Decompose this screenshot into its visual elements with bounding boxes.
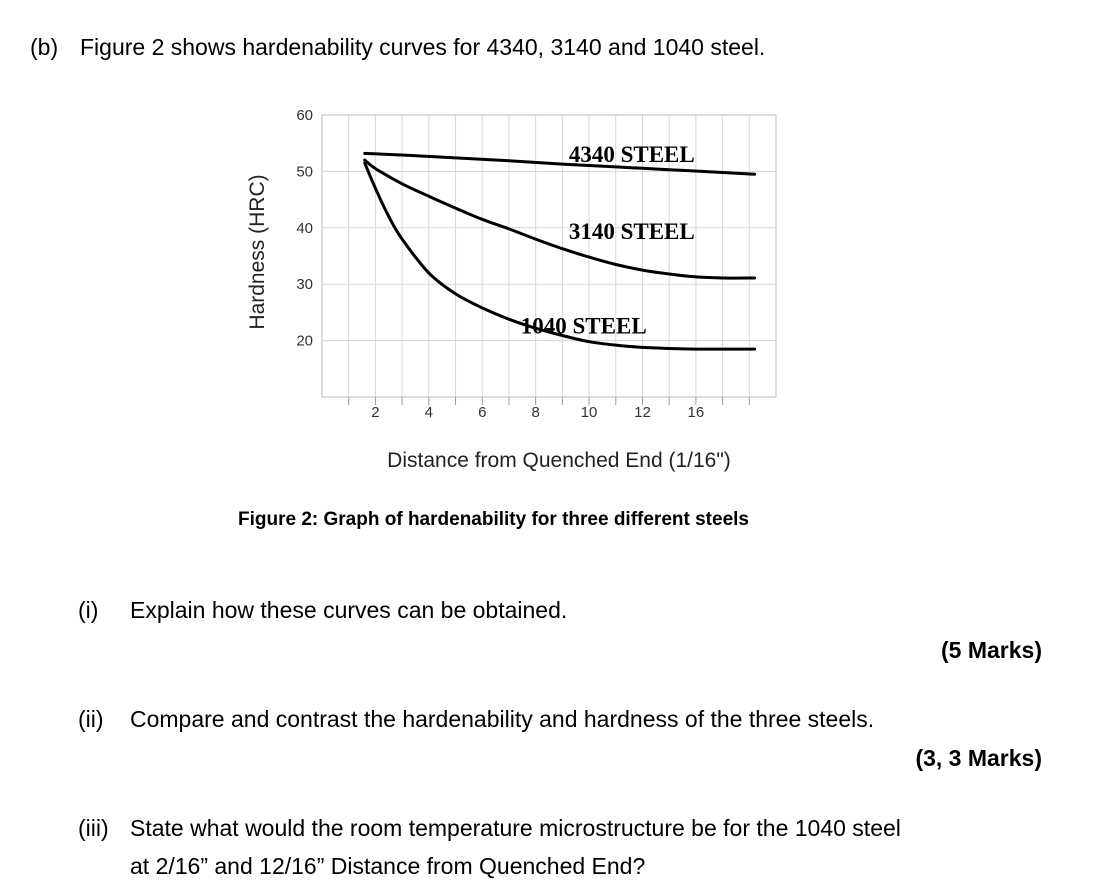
x-tick-label: 4 [424, 404, 433, 421]
series-label-4340-steel: 4340 STEEL [568, 141, 695, 167]
x-tick-label: 8 [531, 404, 540, 421]
part-iii [78, 814, 901, 842]
x-axis-title: Distance from Quenched End (1/16") [387, 449, 731, 472]
x-tick-label: 16 [687, 404, 705, 421]
series-label-1040-steel: 1040 STEEL [520, 313, 647, 339]
y-tick-label: 20 [296, 332, 313, 350]
y-tick-label: 50 [296, 163, 313, 181]
part-ii-text: Compare and contrast the hardenability and hardness of the three steels. [130, 706, 875, 732]
part-iii-text: State what would the room temperature microstructure be for the 1040 steel [130, 815, 901, 841]
y-tick-label: 60 [296, 107, 313, 124]
y-axis-title: Hardness (HRC) [246, 174, 269, 330]
part-i-marks: (5 Marks) [941, 637, 1042, 663]
part-ii-label: (ii) [78, 706, 104, 732]
part-ii-marks: (3, 3 Marks) [915, 745, 1042, 771]
plot-frame [322, 115, 776, 397]
series-label-3140-steel: 3140 STEEL [568, 219, 695, 245]
x-tick-label: 6 [478, 404, 487, 421]
x-tick-label: 10 [580, 404, 598, 421]
y-tick-label: 40 [296, 219, 313, 237]
part-i-text: Explain how these curves can be obtained. [130, 597, 568, 623]
question-text: Figure 2 shows hardenability curves for 4340, 3140 and 1040 steel. [80, 34, 766, 60]
part-iii-text-line2: at 2/16” and 12/16” Distance from Quenched End? [130, 853, 646, 879]
part-i-label: (i) [78, 597, 99, 623]
y-tick-label: 30 [296, 276, 313, 294]
figure-caption: Figure 2: Graph of hardenability for three different steels [238, 509, 749, 530]
part-ii [78, 705, 874, 733]
chart-labels [246, 107, 731, 472]
question-label: (b) [30, 34, 59, 60]
x-tick-label: 12 [634, 404, 651, 421]
x-tick-label: 2 [371, 404, 380, 421]
part-i [78, 596, 567, 624]
chart-grid [322, 115, 776, 405]
part-iii-label: (iii) [78, 815, 109, 841]
